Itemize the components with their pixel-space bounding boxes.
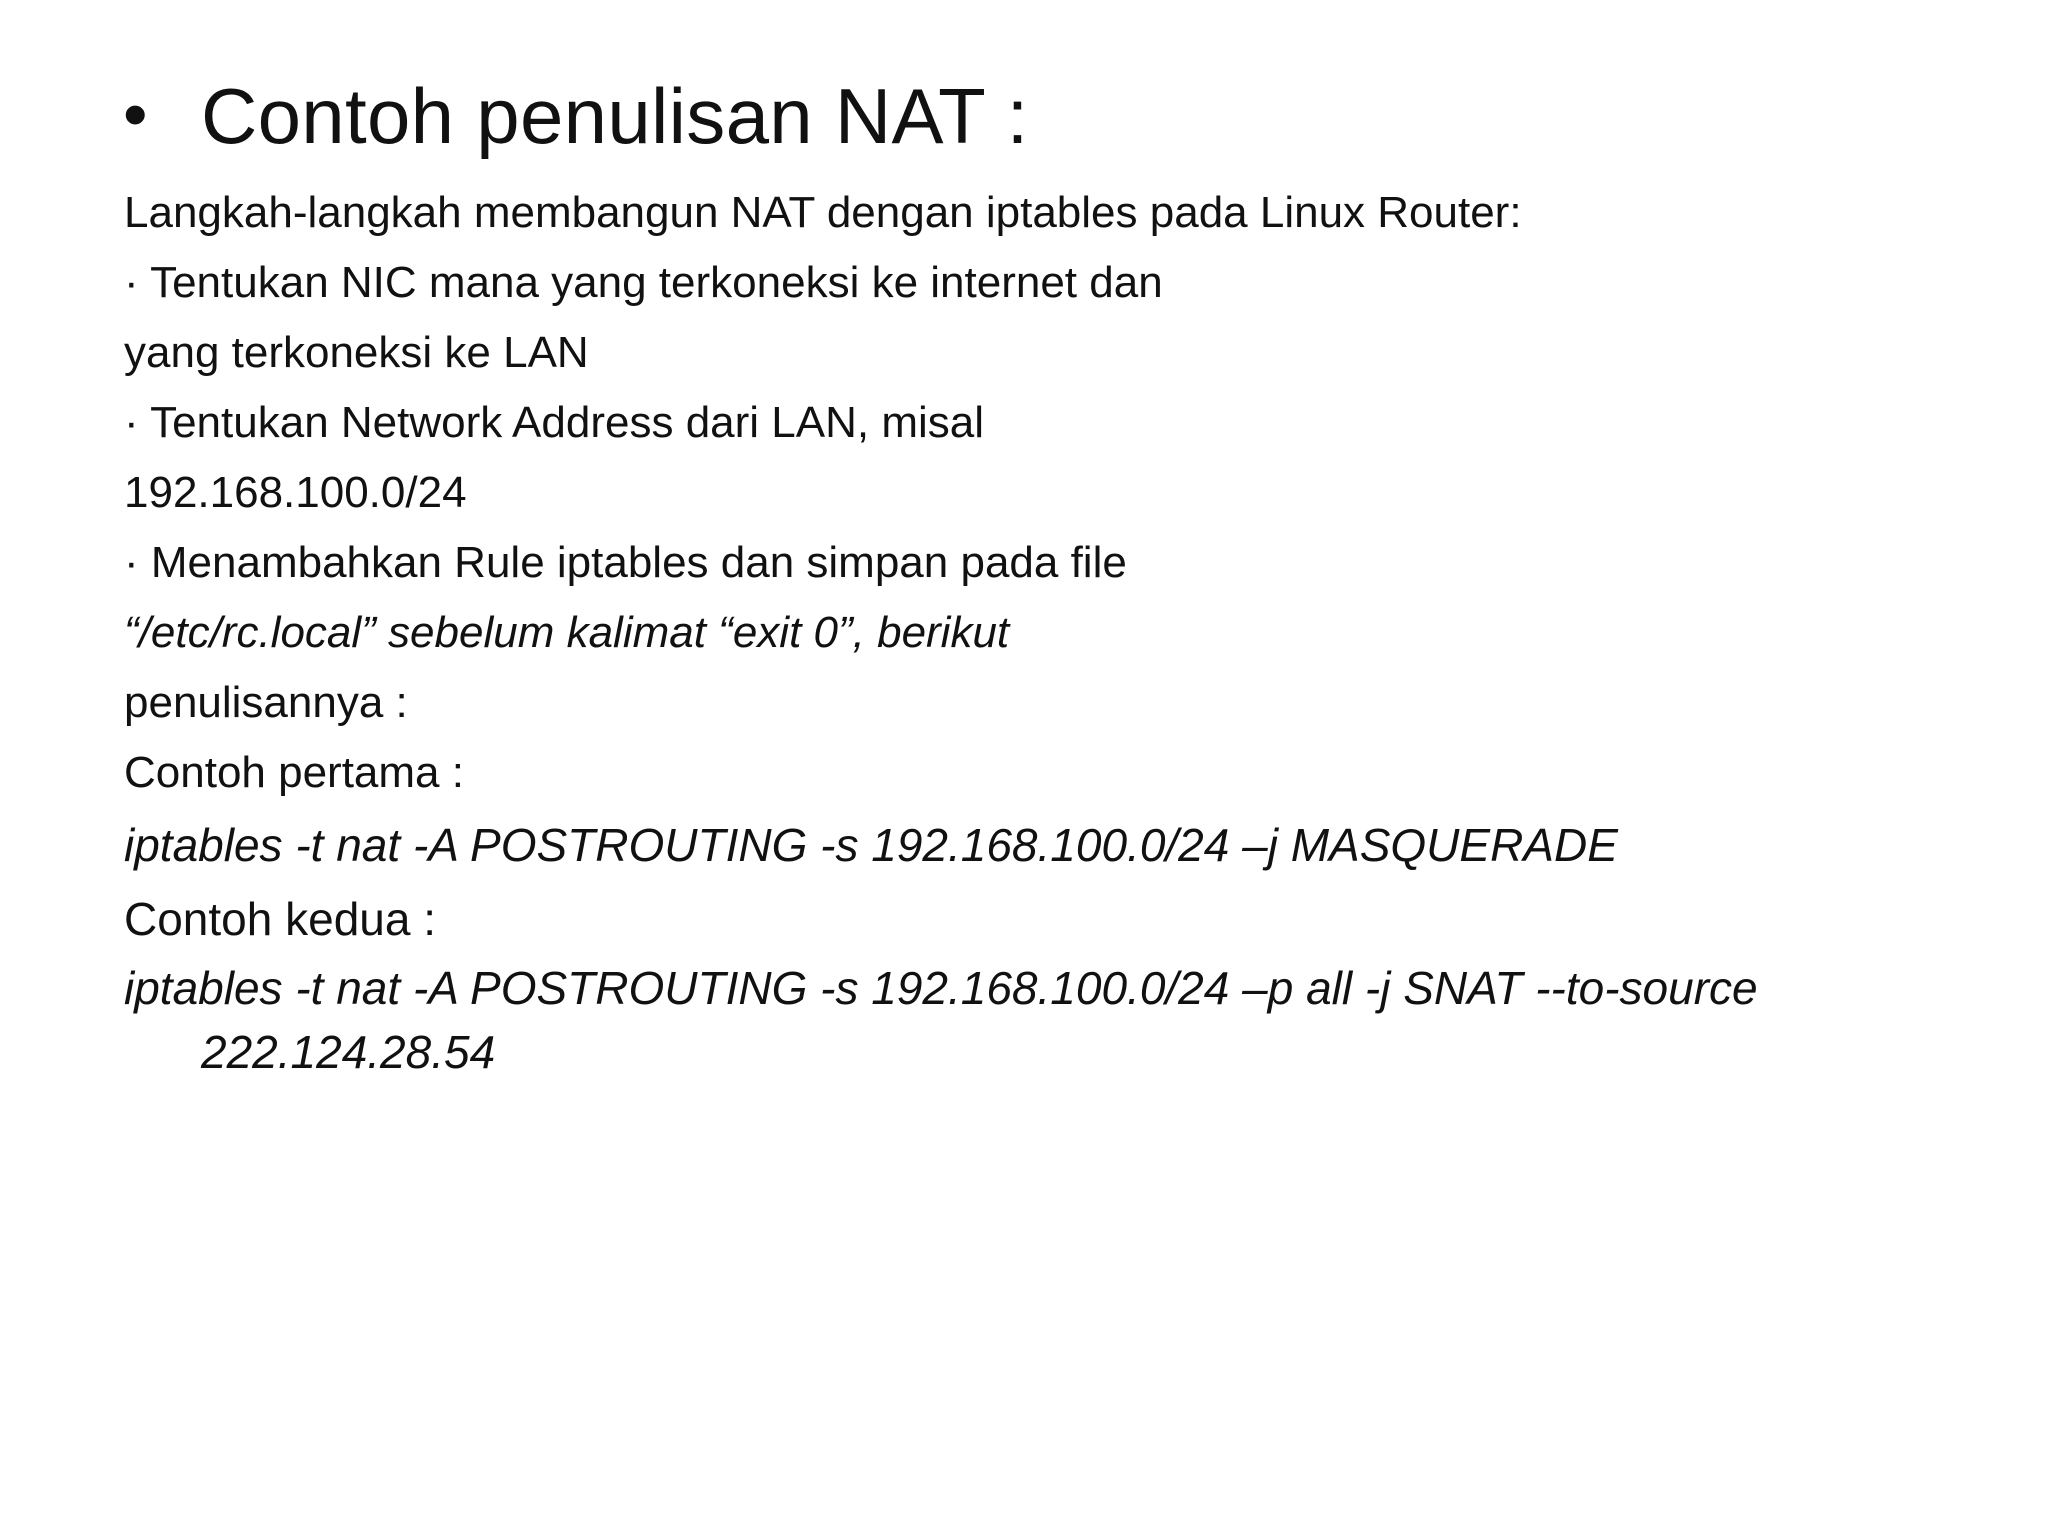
example-two-command-line-1: iptables -t nat -A POSTROUTING -s 192.168.100.0/24 –p all -j SNAT --to-source: [124, 962, 1758, 1014]
slide-title: Contoh penulisan NAT :: [201, 72, 1029, 160]
network-address-value: 192.168.100.0/24: [124, 468, 467, 517]
step-rule-line: · Menambahkan Rule iptables dan simpan pada file: [124, 538, 1127, 587]
slide-title-row: [123, 66, 1029, 166]
step-nic-continuation: yang terkoneksi ke LAN: [124, 328, 589, 377]
example-two-command: [124, 956, 1964, 1084]
example-two-label: Contoh kedua :: [124, 893, 437, 945]
step-network-address-line: · Tentukan Network Address dari LAN, misal: [124, 398, 984, 447]
example-one-command: iptables -t nat -A POSTROUTING -s 192.168.100.0/24 –j MASQUERADE: [124, 819, 1618, 871]
penulisannya-line: penulisannya :: [124, 678, 408, 727]
intro-line: Langkah-langkah membangun NAT dengan iptables pada Linux Router:: [124, 188, 1522, 237]
example-one-label: Contoh pertama :: [124, 748, 464, 797]
rc-local-line: “/etc/rc.local” sebelum kalimat “exit 0”, berikut: [124, 608, 1010, 657]
example-two-command-line-2: 222.124.28.54: [201, 1026, 496, 1078]
title-bullet: •: [123, 75, 148, 153]
step-nic-line: · Tentukan NIC mana yang terkoneksi ke internet dan: [124, 258, 1163, 307]
slide-body: [124, 178, 1964, 1084]
